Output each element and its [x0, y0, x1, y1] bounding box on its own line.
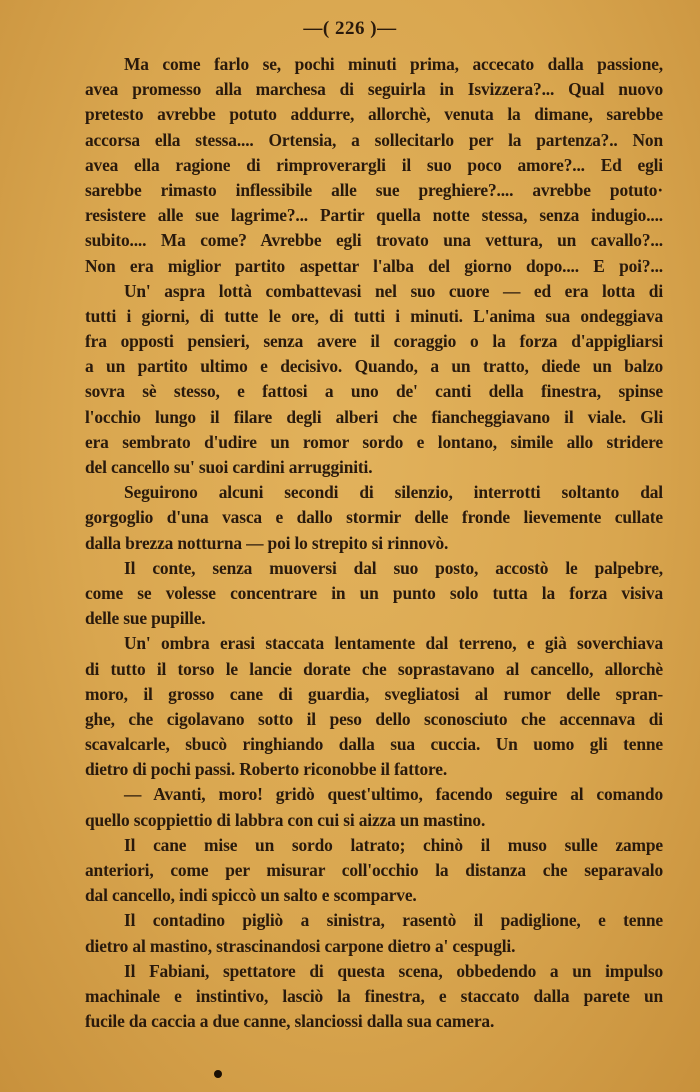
text-line: sarebbe rimasto inflessibile alle sue preghiere?.... avrebbe potuto·: [85, 179, 663, 200]
text-line: ghe, che cigolavano sotto il peso dello sconosciuto che accennava di: [85, 708, 663, 729]
text-line: accorsa ella stessa.... Ortensia, a sollecitarlo per la partenza?.. Non: [85, 129, 663, 150]
text-line: Un' ombra erasi staccata lentamente dal terreno, e già soverchiava: [124, 633, 663, 654]
text-line: avea ella ragione di rimproverargli il suo poco amore?... Ed egli: [85, 154, 663, 175]
text-line: dietro al mastino, strascinandosi carpone dietro a' cespugli.: [85, 935, 516, 956]
text-line: subito.... Ma come? Avrebbe egli trovato una vettura, un cavallo?...: [85, 230, 663, 251]
text-line: Il conte, senza muoversi dal suo posto, accostò le palpebre,: [124, 557, 663, 578]
text-line: Il Fabiani, spettatore di questa scena, obbedendo a un impulso: [124, 960, 663, 981]
text-line: avea promesso alla marchesa di seguirla in Isvizzera?... Qual nuovo: [85, 79, 663, 100]
text-line: tutti i giorni, di tutte le ore, di tutti i minuti. L'anima sua ondeggiava: [85, 305, 663, 326]
text-line: era sembrato d'udire un romor sordo e lontano, simile allo stridere: [85, 431, 663, 452]
text-line: del cancello su' suoi cardini arrugginiti.: [85, 457, 373, 477]
text-line: Il cane mise un sordo latrato; chinò il muso sulle zampe: [124, 834, 663, 855]
text-line: l'occhio lungo il filare degli alberi che fiancheggiavano il viale. Gli: [85, 406, 663, 427]
text-line: — Avanti, moro! gridò quest'ultimo, facendo seguire al comando: [124, 784, 663, 805]
page-body: [85, 52, 663, 1034]
text-line: Il contadino pigliò a sinistra, rasentò il padiglione, e tenne: [124, 910, 663, 931]
text-line: pretesto avrebbe potuto addurre, allorchè, venuta la dimane, sarebbe: [85, 104, 663, 125]
text-line: fucile da caccia a due canne, slanciossi dalla sua camera.: [85, 1011, 495, 1032]
text-line: resistere alle sue lagrime?... Partir quella notte stessa, senza indugio....: [85, 205, 663, 226]
text-line: scavalcarle, sbucò ringhiando dalla sua cuccia. Un uomo gli tenne: [85, 734, 663, 755]
text-line: come se volesse concentrare in un punto solo tutta la forza visiva: [85, 582, 663, 603]
text-line: a un partito ultimo e decisivo. Quando, a un tratto, diede un balzo: [85, 356, 663, 377]
page-number: —( 226 )—: [303, 18, 397, 39]
ink-dot: [214, 1070, 222, 1078]
text-line: anteriori, come per misurar coll'occhio la distanza che separavalo: [85, 860, 663, 880]
text-line: dal cancello, indi spiccò un salto e scomparve.: [85, 885, 417, 906]
text-line: Non era miglior partito aspettar l'alba del giorno dopo.... E poi?...: [85, 255, 663, 276]
text-line: delle sue pupille.: [85, 608, 206, 629]
text-line: fra opposti pensieri, senza avere il coraggio o la forza d'appigliarsi: [85, 331, 663, 352]
text-line: sovra sè stesso, e fattosi a uno de' canti della finestra, spinse: [85, 381, 663, 402]
text-line: di tutto il torso le lancie dorate che soprastavano al cancello, allorchè: [85, 658, 663, 679]
text-line: gorgoglio d'una vasca e dallo stormir delle fronde lievemente cullate: [85, 507, 663, 528]
text-line: Seguirono alcuni secondi di silenzio, interrotti soltanto dal: [124, 482, 663, 503]
text-line: machinale e instintivo, lasciò la finestra, e staccato dalla parete un: [85, 985, 663, 1006]
text-line: dietro di pochi passi. Roberto riconobbe il fattore.: [85, 759, 448, 780]
text-line: moro, il grosso cane di guardia, svegliatosi al rumor delle spran-: [85, 683, 663, 704]
text-line: Ma come farlo se, pochi minuti prima, accecato dalla passione,: [124, 54, 663, 74]
text-line: quello scoppiettio di labbra con cui si aizza un mastino.: [85, 809, 486, 830]
text-line: dalla brezza notturna — poi lo strepito si rinnovò.: [85, 532, 449, 553]
text-line: Un' aspra lottà combattevasi nel suo cuore — ed era lotta di: [124, 280, 663, 301]
